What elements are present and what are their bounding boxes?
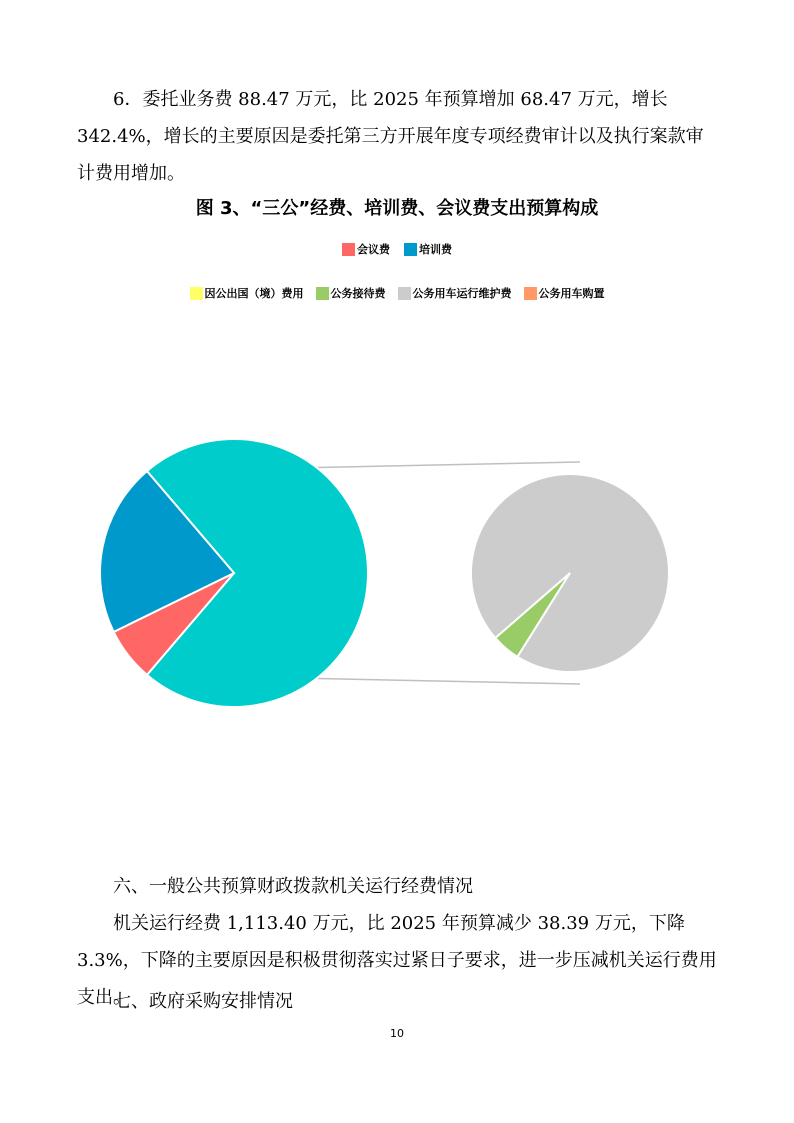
paragraph-commission-fee: 6．委托业务费 88.47 万元，比 2025 年预算增加 68.47 万元，增长 342.4%，增长的主要原因是委托第三方开展年度专项经费审计以及执行案款审计费用增加。: [77, 89, 704, 184]
section-6-heading: 六、一般公共预算财政拨款机关运行经费情况: [113, 876, 473, 897]
chart-legend-row-2: [0, 285, 794, 301]
legend-swatch: [316, 287, 329, 300]
legend-swatch: [524, 287, 537, 300]
legend-label: 因公出国（境）费用: [204, 287, 304, 300]
legend-item-training: [404, 241, 452, 257]
legend-item-reception: [316, 285, 386, 301]
chart-legend-row-1: [0, 241, 794, 257]
paragraph-operating-expenses: 机关运行经费 1,113.40 万元，比 2025 年预算减少 38.39 万元，下降 3.3%，下降的主要原因是积极贯彻落实过紧日子要求，进一步压减机关运行费用支出。: [77, 913, 717, 1008]
legend-label: 公务接待费: [330, 287, 386, 300]
pie-of-pie-chart: [0, 330, 794, 770]
secondary-pie: [471, 474, 669, 672]
legend-item-vehicle-purchase: [524, 285, 605, 301]
section-7-heading: 七、政府采购安排情况: [113, 991, 293, 1012]
legend-label: 培训费: [419, 243, 452, 256]
legend-label: 会议费: [357, 243, 390, 256]
legend-item-abroad: [190, 285, 304, 301]
legend-swatch: [342, 243, 355, 256]
legend-item-meeting: [342, 241, 390, 257]
legend-label: 公务用车购置: [538, 287, 605, 300]
legend-swatch: [398, 287, 411, 300]
chart-title: 图 3、“三公”经费、培训费、会议费支出预算构成: [195, 198, 599, 219]
legend-swatch: [190, 287, 203, 300]
legend-item-vehicle-maintenance: [398, 285, 512, 301]
page-number: 10: [390, 1027, 404, 1040]
legend-swatch: [404, 243, 417, 256]
main-pie: [100, 439, 368, 707]
legend-label: 公务用车运行维护费: [412, 287, 512, 300]
